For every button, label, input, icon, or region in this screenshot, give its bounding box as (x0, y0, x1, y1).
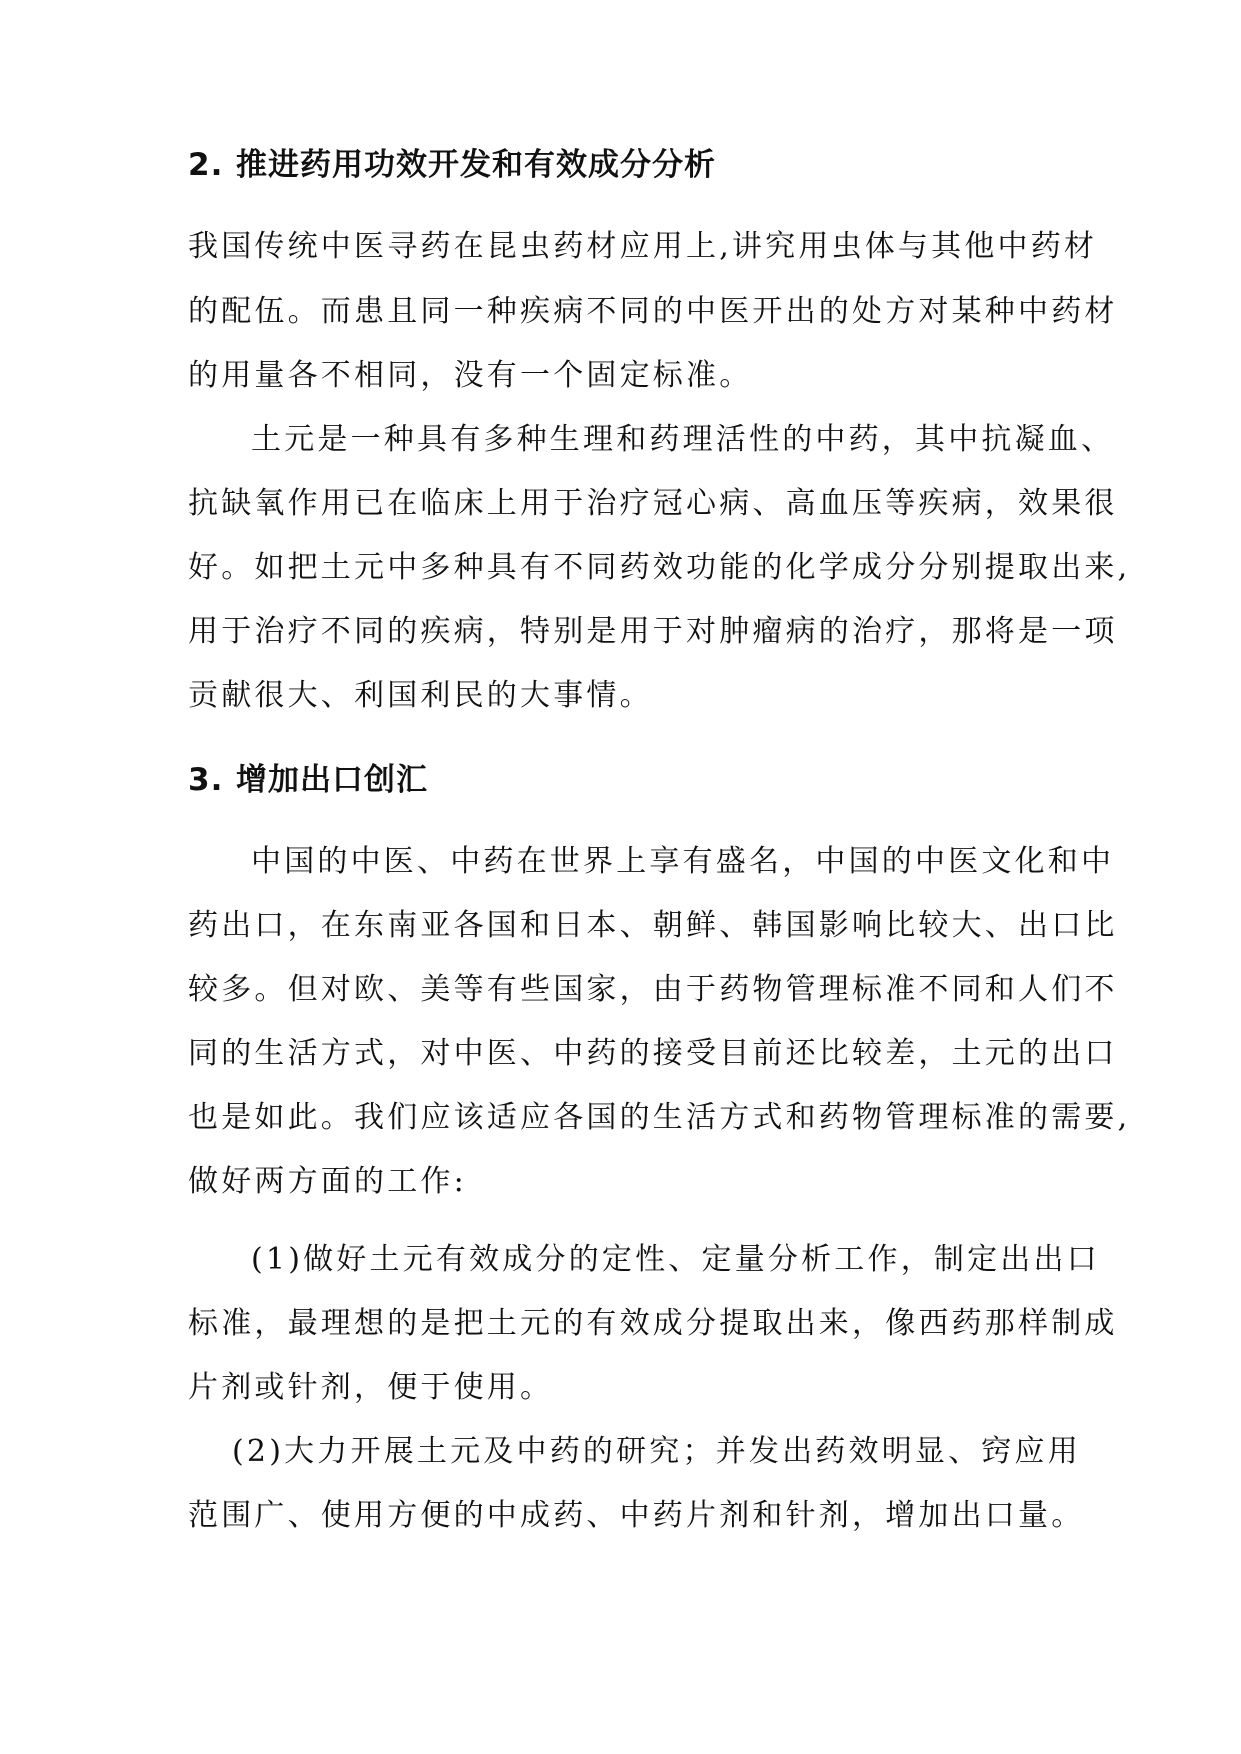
paragraph-line: 标准，最理想的是把土元的有效成分提取出来，像西药那样制成 (188, 1306, 1118, 1341)
paragraph-line: 也是如此。我们应该适应各国的生活方式和药物管理标准的需要, (188, 1100, 1131, 1135)
section-2-heading (188, 145, 716, 185)
paragraph-line: 的用量各不相同，没有一个固定标准。 (188, 358, 753, 393)
paragraph-line: 药出口，在东南亚各国和日本、朝鲜、韩国影响比较大、出口比 (188, 908, 1118, 943)
paragraph-line: 好。如把土元中多种具有不同药效功能的化学成分分别提取出来, (188, 550, 1131, 585)
paragraph-line: 做好两方面的工作: (188, 1164, 467, 1199)
paragraph-line: 较多。但对欧、美等有些国家，由于药物管理标准不同和人们不 (188, 972, 1118, 1007)
list-item-1: (1)做好土元有效成分的定性、定量分析工作，制定出出口 (251, 1242, 1100, 1277)
paragraph-line: 同的生活方式，对中医、中药的接受目前还比较差，土元的出口 (188, 1036, 1118, 1071)
section-2-number: 2. (188, 147, 224, 183)
paragraph-line: 我国传统中医寻药在昆虫药材应用上,讲究用虫体与其他中药材 (188, 229, 1098, 264)
paragraph-line: 贡献很大、利国利民的大事情。 (188, 678, 653, 713)
paragraph-line: 抗缺氧作用已在临床上用于治疗冠心病、高血压等疾病，效果很 (188, 486, 1118, 521)
paragraph-line: 片剂或针剂，便于使用。 (188, 1370, 554, 1405)
paragraph-line: 范围广、使用方便的中成药、中药片剂和针剂，增加出口量。 (188, 1498, 1085, 1533)
list-item-2: (2)大力开展土元及中药的研究；并发出药效明显、窍应用 (232, 1434, 1081, 1469)
paragraph-line: 中国的中医、中药在世界上享有盛名，中国的中医文化和中 (251, 844, 1115, 879)
section-3-number: 3. (188, 762, 224, 798)
paragraph-line: 用于治疗不同的疾病，特别是用于对肿瘤病的治疗，那将是一项 (188, 614, 1118, 649)
section-3-heading (188, 760, 428, 800)
paragraph-line: 土元是一种具有多种生理和药理活性的中药，其中抗凝血、 (251, 422, 1115, 457)
paragraph-line: 的配伍。而患且同一种疾病不同的中医开出的处方对某种中药材 (188, 294, 1118, 329)
section-2-title: 推进药用功效开发和有效成分分析 (236, 147, 716, 183)
section-3-title: 增加出口创汇 (236, 762, 428, 798)
